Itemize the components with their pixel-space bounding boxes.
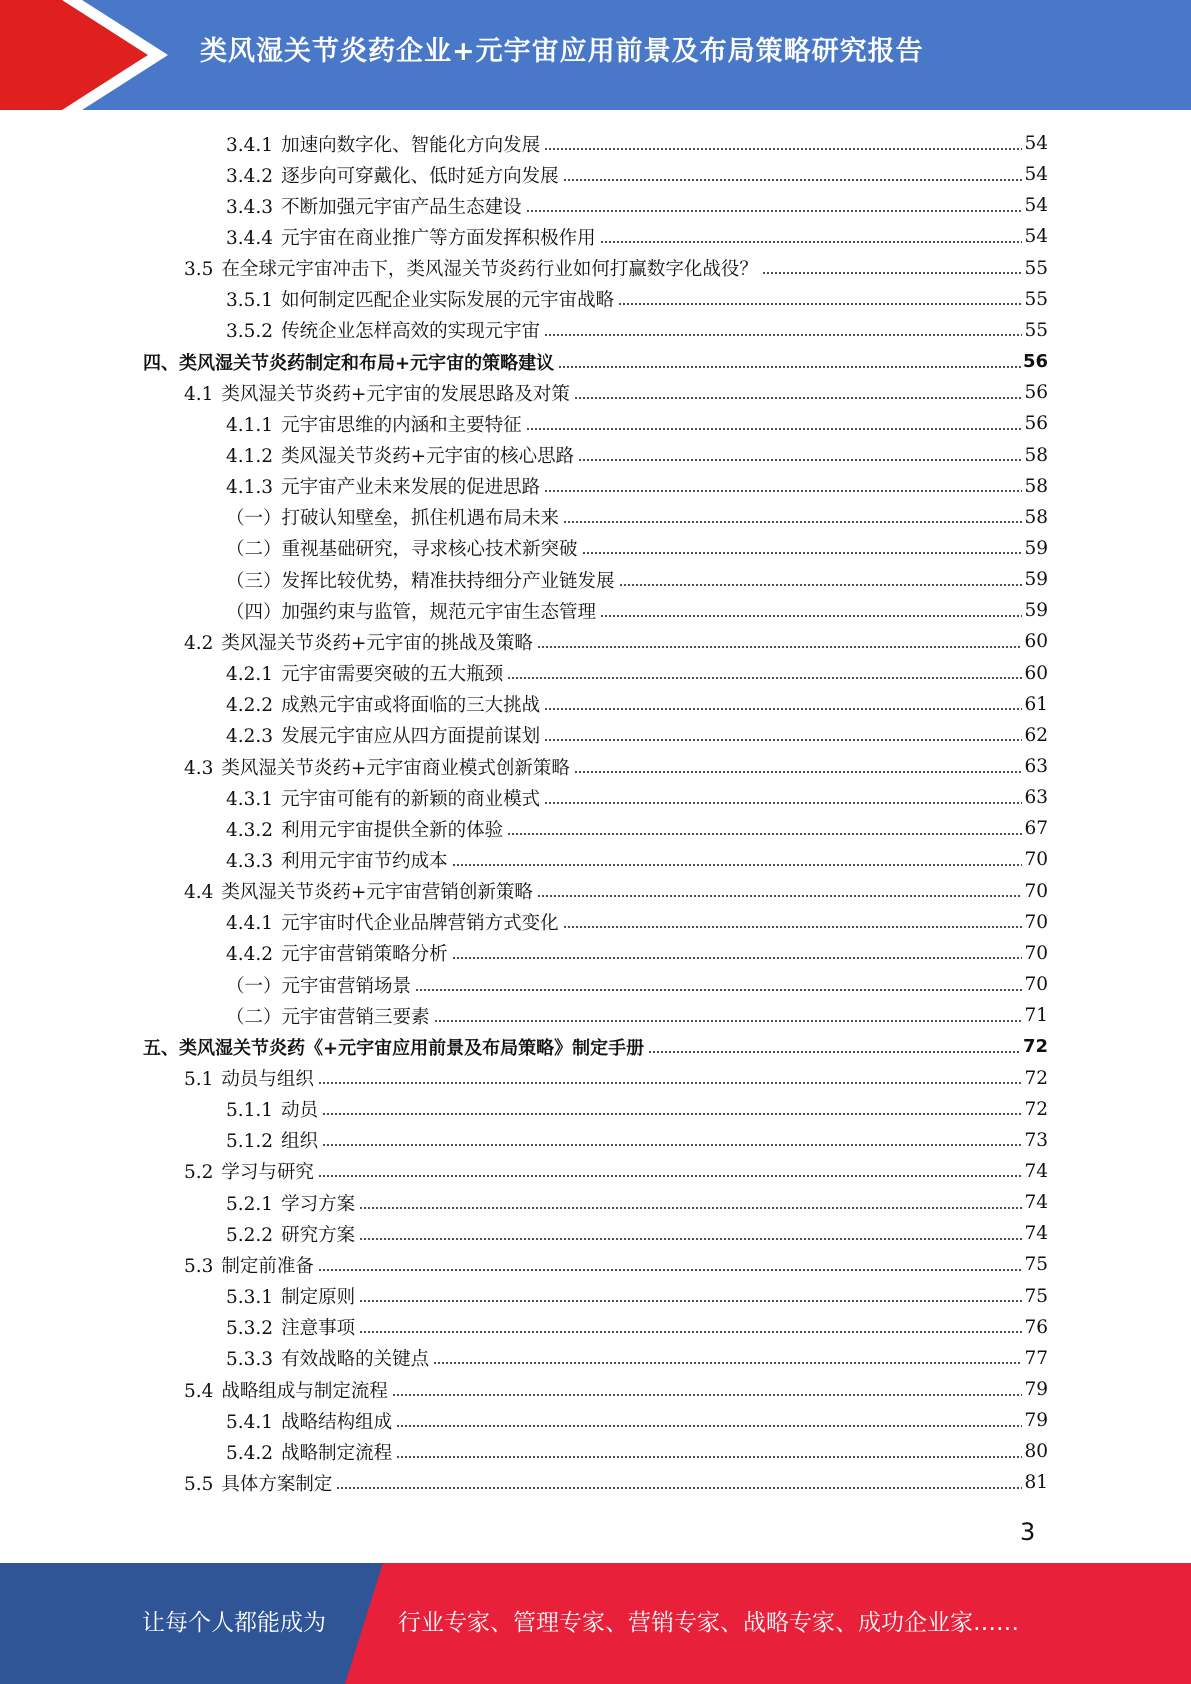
toc-dot-leader	[396, 1456, 1022, 1458]
toc-dot-leader	[452, 864, 1023, 866]
toc-entry-title: 具体方案制定	[221, 1473, 333, 1495]
toc-entry-page: 74	[1024, 1223, 1048, 1245]
toc-entry-label	[226, 847, 452, 873]
toc-entry-number: 5.4.2	[226, 1442, 274, 1464]
toc-dot-leader	[359, 1207, 1022, 1209]
toc-entry-label	[226, 660, 507, 686]
toc-entry-label	[226, 598, 600, 624]
toc-dot-leader	[600, 241, 1023, 243]
toc-entry[interactable]	[226, 938, 1048, 969]
toc-dot-leader	[618, 303, 1022, 305]
toc-entry-page: 75	[1024, 1285, 1048, 1307]
toc-entry[interactable]	[226, 1281, 1048, 1312]
toc-entry[interactable]	[226, 720, 1048, 751]
toc-entry-title: 类风湿关节炎药+元宇宙的核心思路	[281, 446, 575, 467]
toc-entry[interactable]	[184, 253, 1048, 284]
toc-entry-number: 3.4.3	[226, 196, 274, 218]
toc-entry-number: 3.5.1	[226, 290, 274, 312]
toc-entry[interactable]	[226, 190, 1048, 221]
toc-entry[interactable]	[226, 1312, 1048, 1343]
toc-entry-page: 81	[1024, 1472, 1048, 1494]
toc-entry-label	[226, 1190, 359, 1216]
toc-entry-label	[226, 1283, 359, 1309]
toc-entry-label	[226, 317, 544, 343]
page-footer	[0, 1563, 1191, 1684]
toc-entry-number: 4.1.2	[226, 446, 274, 467]
toc-entry-label	[226, 1127, 322, 1153]
toc-entry-page: 71	[1024, 1005, 1048, 1027]
toc-entry[interactable]	[143, 1031, 1048, 1062]
toc-entry-title: （一）打破认知壁垒，抓住机遇布局未来	[226, 508, 560, 530]
toc-entry-label	[226, 535, 582, 561]
toc-entry[interactable]	[226, 440, 1048, 471]
toc-entry-page: 61	[1024, 693, 1048, 715]
toc-entry-label	[226, 224, 600, 250]
toc-dot-leader	[578, 459, 1022, 461]
toc-entry-title: 元宇宙需要突破的五大瓶颈	[281, 664, 504, 686]
toc-entry[interactable]	[226, 1343, 1048, 1374]
toc-dot-leader	[526, 210, 1023, 212]
toc-entry-title: 成熟元宇宙或将面临的三大挑战	[281, 695, 541, 717]
toc-entry-title: 研究方案	[281, 1224, 356, 1246]
toc-entry-number: 5.3.1	[226, 1287, 274, 1309]
toc-dot-leader	[537, 646, 1023, 648]
toc-entry-title: 利用元宇宙提供全新的体验	[281, 819, 504, 841]
toc-entry-number: 3.4.4	[226, 227, 274, 249]
toc-entry-label	[226, 442, 578, 468]
toc-entry-page: 70	[1024, 880, 1048, 902]
toc-entry-page: 54	[1024, 195, 1048, 217]
toc-entry-number: 5.3.2	[226, 1318, 274, 1340]
toc-dot-leader	[537, 895, 1023, 897]
toc-entry-page: 72	[1024, 1098, 1048, 1120]
page-number: 3	[1020, 1518, 1036, 1546]
toc-entry-label	[226, 1439, 396, 1465]
toc-dot-leader	[318, 1269, 1023, 1271]
toc-entry-page: 70	[1024, 942, 1048, 964]
toc-entry-label	[226, 193, 526, 219]
toc-entry-title: 五、类风湿关节炎药《+元宇宙应用前景及布局策略》制定手册	[143, 1037, 645, 1059]
toc-entry-number: 4.4.2	[226, 944, 274, 966]
toc-dot-leader	[434, 1020, 1023, 1022]
toc-entry-number: 4.1.1	[226, 414, 274, 436]
toc-entry[interactable]	[184, 751, 1048, 782]
toc-entry-page: 67	[1024, 818, 1048, 840]
toc-entry-page: 56	[1024, 413, 1048, 435]
toc-entry-number: 5.1.2	[226, 1131, 274, 1153]
toc-entry-number: 4.3.2	[226, 819, 274, 841]
toc-entry-page: 70	[1024, 911, 1048, 933]
toc-entry-title: 战略组成与制定流程	[221, 1380, 388, 1402]
toc-entry-number: 3.4.1	[226, 134, 274, 156]
toc-dot-leader	[600, 615, 1022, 617]
toc-dot-leader	[544, 708, 1022, 710]
toc-entry-label	[184, 629, 537, 655]
toc-entry-number: 4.4.1	[226, 913, 274, 935]
toc-dot-leader	[558, 366, 1021, 368]
toc-entry[interactable]	[226, 595, 1048, 626]
toc-entry[interactable]	[226, 1436, 1048, 1467]
toc-entry-label	[226, 909, 563, 935]
toc-dot-leader	[433, 1362, 1022, 1364]
toc-dot-leader	[563, 926, 1023, 928]
toc-dot-leader	[318, 1082, 1023, 1084]
report-title: 类风湿关节炎药企业+元宇宙应用前景及布局策略研究报告	[200, 36, 924, 67]
toc-entry-title: （一）元宇宙营销场景	[226, 975, 412, 997]
toc-entry-number: 5.4.1	[226, 1411, 274, 1433]
toc-entry-title: 在全球元宇宙冲击下，类风湿关节炎药行业如何打赢数字化战役？	[221, 259, 758, 281]
toc-dot-leader	[544, 739, 1022, 741]
toc-entry-label	[226, 1408, 396, 1434]
toc-entry-page: 60	[1024, 662, 1048, 684]
toc-entry-label	[226, 972, 415, 998]
footer-slogan-right: 行业专家、管理专家、营销专家、战略专家、成功企业家……	[398, 1610, 1019, 1636]
toc-entry-label	[184, 1158, 318, 1184]
toc-entry-page: 59	[1024, 537, 1048, 559]
toc-entry-title: 学习方案	[281, 1193, 356, 1215]
toc-entry-page: 58	[1024, 475, 1048, 497]
toc-entry-page: 55	[1024, 257, 1048, 279]
toc-entry-label	[143, 349, 558, 375]
toc-entry-title: 发展元宇宙应从四方面提前谋划	[281, 726, 541, 748]
toc-entry-page: 70	[1024, 974, 1048, 996]
toc-entry-title: 如何制定匹配企业实际发展的元宇宙战略	[281, 290, 615, 312]
toc-entry-number: 5.2.2	[226, 1224, 274, 1246]
toc-entry[interactable]	[226, 408, 1048, 439]
toc-dot-leader	[452, 957, 1023, 959]
toc-entry-label	[226, 567, 619, 593]
toc-entry[interactable]	[226, 533, 1048, 564]
toc-entry-title: 类风湿关节炎药+元宇宙营销创新策略	[221, 882, 533, 904]
toc-entry-label	[184, 1470, 336, 1496]
toc-entry-label	[226, 1314, 359, 1340]
toc-entry[interactable]	[184, 1249, 1048, 1280]
toc-entry-title: 注意事项	[281, 1318, 356, 1340]
toc-entry[interactable]	[184, 876, 1048, 907]
toc-entry-page: 63	[1024, 756, 1048, 777]
toc-dot-leader	[544, 490, 1022, 492]
toc-dot-leader	[322, 1113, 1022, 1115]
toc-entry[interactable]	[226, 1187, 1048, 1218]
toc-entry-page: 74	[1024, 1160, 1048, 1182]
toc-entry-page: 79	[1024, 1410, 1048, 1432]
toc-entry[interactable]	[184, 1374, 1048, 1405]
toc-dot-leader	[359, 1331, 1022, 1333]
toc-entry-number: 4.3.1	[226, 788, 274, 810]
toc-entry-title: 制定原则	[281, 1287, 356, 1309]
toc-entry-title: 元宇宙产业未来发展的促进思路	[281, 477, 541, 499]
toc-entry-title: 元宇宙思维的内涵和主要特征	[281, 414, 522, 436]
toc-dot-leader	[762, 272, 1023, 274]
toc-entry-label	[184, 1065, 318, 1091]
toc-entry-title: 动员	[281, 1100, 319, 1122]
toc-entry[interactable]	[184, 626, 1048, 657]
toc-dot-leader	[582, 552, 1023, 554]
toc-entry-label	[226, 286, 618, 312]
toc-entry-title: 传统企业怎样高效的实现元宇宙	[281, 321, 541, 343]
toc-entry-label	[226, 131, 544, 157]
toc-entry-title: 动员与组织	[221, 1069, 314, 1090]
toc-entry-page: 80	[1024, 1441, 1048, 1463]
toc-entry-page: 55	[1024, 319, 1048, 341]
toc-entry-page: 72	[1024, 1067, 1048, 1089]
toc-entry-title: 有效战略的关键点	[281, 1349, 430, 1371]
toc-entry-page: 54	[1024, 164, 1048, 186]
toc-entry-page: 70	[1024, 849, 1048, 871]
toc-entry[interactable]	[226, 844, 1048, 875]
toc-entry-title: 元宇宙可能有的新颖的商业模式	[281, 788, 541, 810]
toc-entry-title: 加速向数字化、智能化方向发展	[281, 134, 541, 156]
toc-entry[interactable]	[184, 1467, 1048, 1498]
toc-entry-number: 4.2.2	[226, 695, 274, 717]
toc-entry-label	[226, 162, 563, 188]
toc-entry[interactable]	[184, 1156, 1048, 1187]
toc-entry-label	[226, 816, 507, 842]
toc-entry[interactable]	[226, 689, 1048, 720]
toc-entry-title: 不断加强元宇宙产品生态建设	[281, 196, 522, 218]
toc-entry-title: 学习与研究	[221, 1162, 314, 1184]
toc-entry-number: 5.1.1	[226, 1100, 274, 1122]
toc-entry-number: 4.2.3	[226, 726, 274, 748]
toc-entry-number: 5.3	[184, 1255, 214, 1277]
toc-entry-number: 3.4.2	[226, 165, 274, 187]
toc-entry-page: 75	[1024, 1254, 1048, 1276]
toc-entry-label	[184, 878, 537, 904]
toc-entry[interactable]	[226, 1218, 1048, 1249]
toc-entry[interactable]	[226, 471, 1048, 502]
toc-entry-label	[184, 1377, 392, 1403]
toc-entry-label	[226, 785, 544, 811]
toc-entry[interactable]	[226, 658, 1048, 689]
toc-entry-page: 56	[1024, 382, 1048, 404]
toc-dot-leader	[544, 802, 1022, 804]
toc-entry-label	[143, 1034, 648, 1060]
toc-entry-page: 54	[1024, 133, 1048, 154]
toc-entry-title: （二）元宇宙营销三要素	[226, 1006, 430, 1028]
toc-entry[interactable]	[226, 907, 1048, 938]
toc-entry-title: 战略结构组成	[281, 1411, 393, 1433]
toc-entry[interactable]	[226, 1405, 1048, 1436]
toc-entry-title: 四、类风湿关节炎药制定和布局+元宇宙的策略建议	[143, 352, 555, 374]
toc-entry-title: 制定前准备	[221, 1255, 314, 1277]
toc-entry-number: 5.2.1	[226, 1193, 274, 1215]
toc-entry-number: 4.3.3	[226, 850, 274, 872]
toc-entry-page: 72	[1022, 1036, 1048, 1058]
toc-entry[interactable]	[226, 315, 1048, 346]
toc-entry-label	[184, 754, 574, 780]
toc-entry-number: 4.1	[184, 383, 214, 405]
toc-dot-leader	[359, 1238, 1022, 1240]
toc-entry-number: 5.1	[184, 1069, 214, 1090]
toc-dot-leader	[392, 1394, 1023, 1396]
toc-entry[interactable]	[226, 128, 1048, 159]
toc-dot-leader	[648, 1051, 1021, 1053]
toc-entry-page: 58	[1024, 444, 1048, 466]
toc-entry-number: 4.2	[184, 632, 214, 654]
toc-entry-page: 59	[1024, 569, 1048, 591]
footer-slogan-left: 让每个人都能成为	[142, 1610, 326, 1636]
toc-entry-number: 4.1.3	[226, 477, 274, 499]
toc-dot-leader	[544, 334, 1022, 336]
toc-entry-title: （三）发挥比较优势，精准扶持细分产业链发展	[226, 570, 615, 592]
toc-entry[interactable]	[226, 813, 1048, 844]
toc-dot-leader	[396, 1425, 1022, 1427]
toc-entry[interactable]	[184, 377, 1048, 408]
toc-entry-page: 55	[1024, 288, 1048, 310]
toc-entry-title: 类风湿关节炎药+元宇宙的发展思路及对策	[221, 383, 570, 405]
toc-entry-label	[226, 504, 563, 530]
toc-entry-page: 62	[1024, 724, 1048, 746]
toc-dot-leader	[544, 148, 1022, 150]
toc-dot-leader	[318, 1175, 1023, 1177]
page-header	[0, 0, 1191, 110]
toc-entry-title: 利用元宇宙节约成本	[281, 850, 448, 872]
toc-entry[interactable]	[226, 284, 1048, 315]
toc-entry-page: 76	[1024, 1316, 1048, 1338]
toc-dot-leader	[415, 989, 1022, 991]
toc-entry-number: 5.3.3	[226, 1349, 274, 1371]
toc-dot-leader	[574, 771, 1023, 773]
toc-entry-title: 元宇宙在商业推广等方面发挥积极作用	[281, 227, 596, 249]
toc-entry-number: 5.5	[184, 1473, 214, 1495]
toc-entry-label	[226, 1003, 434, 1029]
toc-entry-number: 3.5.2	[226, 321, 274, 343]
toc-entry-label	[226, 473, 544, 499]
toc-entry-label	[226, 1345, 433, 1371]
toc-entry-page: 58	[1024, 506, 1048, 528]
toc-entry[interactable]	[184, 1063, 1048, 1094]
toc-entry-number: 3.5	[184, 259, 214, 281]
toc-entry-label	[184, 380, 574, 406]
toc-entry-label	[226, 1221, 359, 1247]
toc-entry-page: 79	[1024, 1379, 1048, 1400]
toc-entry-title: 类风湿关节炎药+元宇宙商业模式创新策略	[221, 757, 570, 779]
toc-entry[interactable]	[226, 969, 1048, 1000]
toc-entry[interactable]	[226, 1125, 1048, 1156]
toc-entry-label	[184, 255, 762, 281]
toc-dot-leader	[574, 397, 1023, 399]
toc-entry-title: （二）重视基础研究，寻求核心技术新突破	[226, 539, 578, 561]
toc-entry-label	[226, 722, 544, 748]
toc-entry-label	[226, 691, 544, 717]
toc-entry[interactable]	[226, 159, 1048, 190]
toc-entry-number: 5.4	[184, 1380, 214, 1402]
toc-entry[interactable]	[226, 502, 1048, 533]
toc-entry-page: 63	[1024, 787, 1048, 809]
toc-entry-title: 组织	[281, 1131, 319, 1153]
toc-entry-title: 元宇宙时代企业品牌营销方式变化	[281, 913, 559, 935]
toc-entry[interactable]	[226, 782, 1048, 813]
toc-entry-number: 5.2	[184, 1162, 214, 1184]
toc-dot-leader	[507, 833, 1022, 835]
toc-entry-number: 4.3	[184, 757, 214, 779]
toc-entry-page: 56	[1022, 351, 1048, 373]
toc-entry-title: 逐步向可穿戴化、低时延方向发展	[281, 165, 559, 187]
toc-entry-label	[184, 1252, 318, 1278]
toc-entry[interactable]	[226, 221, 1048, 252]
toc-dot-leader	[563, 179, 1023, 181]
toc-dot-leader	[322, 1144, 1022, 1146]
toc-entry[interactable]	[226, 1094, 1048, 1125]
toc-entry-title: 元宇宙营销策略分析	[281, 944, 448, 966]
toc-dot-leader	[563, 521, 1022, 523]
toc-entry-page: 60	[1024, 631, 1048, 653]
toc-entry-page: 54	[1024, 226, 1048, 248]
toc-dot-leader	[507, 677, 1022, 679]
toc-dot-leader	[336, 1487, 1022, 1489]
toc-entry-title: （四）加强约束与监管，规范元宇宙生态管理	[226, 601, 597, 623]
toc-entry-page: 74	[1024, 1192, 1048, 1214]
toc-entry-page: 77	[1024, 1347, 1048, 1369]
toc-entry-number: 4.4	[184, 882, 214, 904]
toc-entry-number: 4.2.1	[226, 664, 274, 686]
toc-entry-page: 59	[1024, 600, 1048, 622]
toc-entry-label	[226, 940, 452, 966]
toc-dot-leader	[359, 1300, 1022, 1302]
toc-entry[interactable]	[226, 1000, 1048, 1031]
toc-entry-label	[226, 411, 526, 437]
toc-dot-leader	[526, 428, 1023, 430]
toc-entry-label	[226, 1096, 322, 1122]
toc-entry-page: 73	[1024, 1129, 1048, 1151]
toc-entry[interactable]	[226, 564, 1048, 595]
toc-entry[interactable]	[143, 346, 1048, 377]
toc-entry-title: 战略制定流程	[281, 1442, 393, 1464]
toc-dot-leader	[619, 584, 1023, 586]
toc-entry-title: 类风湿关节炎药+元宇宙的挑战及策略	[221, 632, 533, 654]
